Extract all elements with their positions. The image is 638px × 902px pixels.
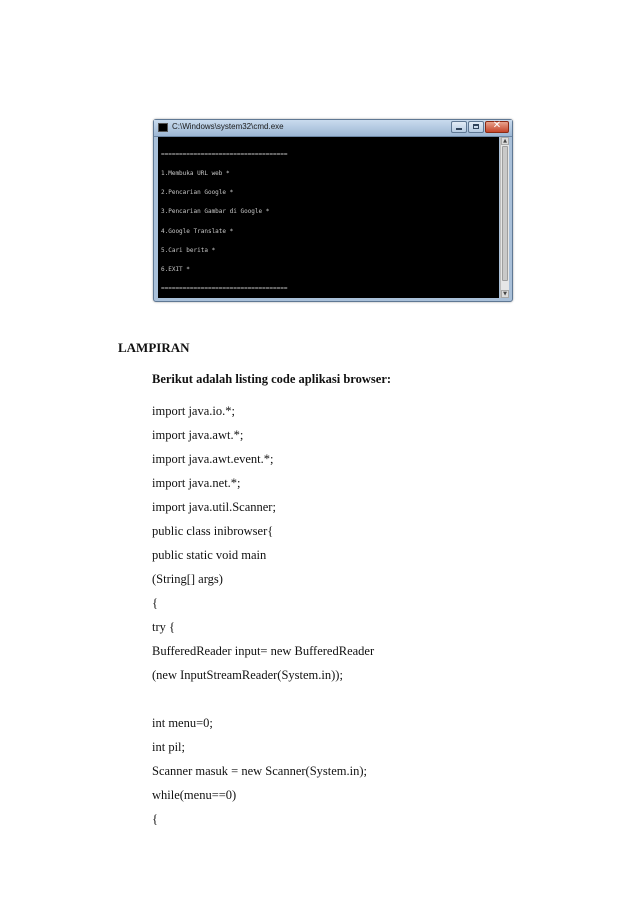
code-line: import java.awt.*; (152, 428, 244, 442)
console-line: =================================== (161, 150, 288, 158)
code-line: Scanner masuk = new Scanner(System.in); (152, 764, 367, 778)
code-line: import java.awt.event.*; (152, 452, 274, 466)
code-line: public class inibrowser{ (152, 524, 274, 538)
cmd-icon (158, 123, 168, 132)
console-line: 1.Membuka URL web * (161, 170, 230, 178)
console-line: 2.Pencarian Google * (161, 189, 234, 197)
code-line: (new InputStreamReader(System.in)); (152, 668, 343, 682)
code-line: public static void main (152, 548, 267, 562)
code-line: int pil; (152, 740, 185, 754)
scroll-up-icon: ▲ (501, 137, 509, 145)
console-title: C:\Windows\system32\cmd.exe (172, 122, 284, 131)
section-heading: LAMPIRAN (118, 340, 190, 355)
console-line: 4.Google Translate * (161, 227, 234, 235)
code-line: import java.io.*; (152, 404, 235, 418)
code-line: while(menu==0) (152, 788, 237, 802)
code-line: try { (152, 620, 176, 634)
console-line: 3.Pencarian Gambar di Google * (161, 208, 270, 216)
console-scrollbar (500, 137, 509, 298)
console-line: 5.Cari berita * (161, 246, 216, 254)
scroll-down-icon: ▼ (501, 290, 509, 298)
console-lines (161, 139, 287, 298)
maximize-icon (468, 121, 484, 133)
code-line: import java.util.Scanner; (152, 500, 276, 514)
code-line: BufferedReader input= new BufferedReader (152, 644, 375, 658)
console-titlebar (154, 120, 512, 137)
section-subheading: Berikut adalah listing code aplikasi browser: (152, 372, 392, 386)
scroll-thumb (502, 146, 508, 281)
console-line: =================================== (161, 285, 288, 293)
console-output (158, 137, 499, 298)
code-line: int menu=0; (152, 716, 213, 730)
minimize-icon (451, 121, 467, 133)
code-line: { (152, 812, 158, 826)
window-controls (450, 121, 509, 133)
console-screenshot (153, 119, 513, 302)
close-icon: ✕ (485, 121, 509, 133)
code-line: (String[] args) (152, 572, 223, 586)
console-line: 6.EXIT * (161, 266, 190, 274)
code-line: import java.net.*; (152, 476, 241, 490)
code-line: { (152, 596, 158, 610)
